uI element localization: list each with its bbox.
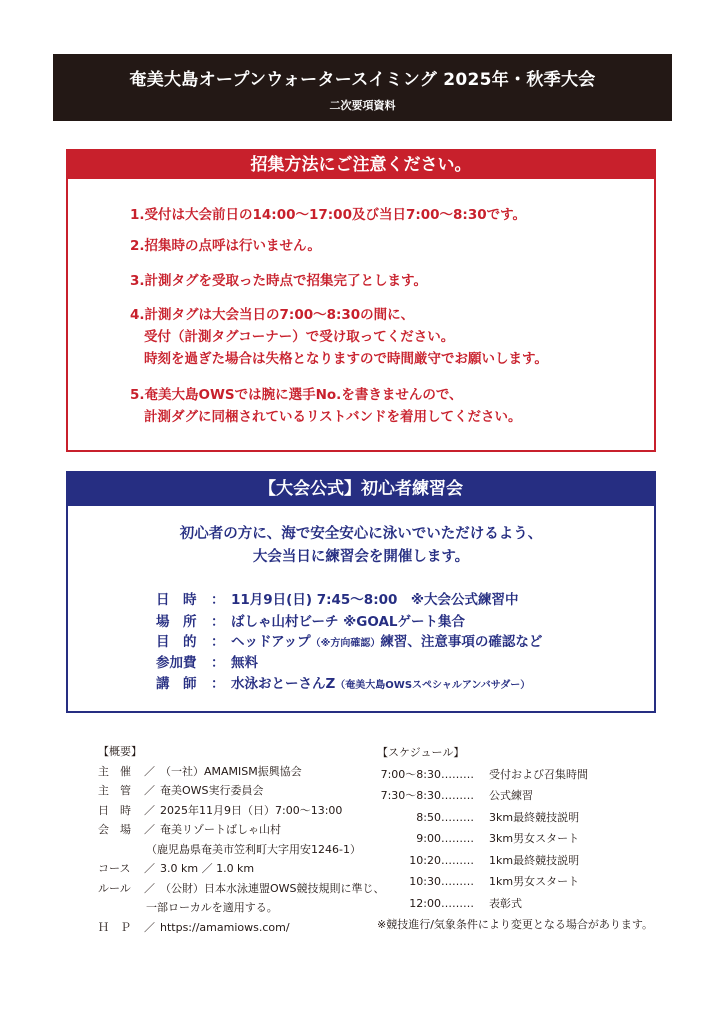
practice-row-place	[156, 612, 465, 632]
row-label: 参加費	[156, 655, 197, 671]
summary-row: 一部ローカルを適用する。	[146, 901, 278, 914]
practice-title: 【大会公式】初心者練習会	[68, 473, 654, 506]
practice-row-datetime	[156, 590, 519, 610]
notice-item-4	[130, 304, 548, 370]
schedule-section	[377, 742, 653, 936]
notice-item-text: 3.計測タグを受取った時点で招集完了とします。	[130, 273, 427, 289]
notice-item-5	[130, 384, 521, 428]
row-sep: ：	[211, 614, 225, 630]
practice-lead	[68, 523, 654, 569]
row-label: 日 時	[156, 592, 197, 608]
notice-box	[66, 149, 656, 452]
schedule-item: 8:50……… 3km最終競技説明	[416, 810, 580, 824]
schedule-item: 7:30～8:30……… 公式練習	[380, 789, 533, 802]
row-value: 練習、注意事項の確認など	[380, 634, 543, 650]
homepage-link[interactable]: https://amamiows.com/	[160, 920, 290, 934]
row-label: 場 所	[156, 614, 197, 630]
row-sep: ：	[211, 592, 225, 608]
summary-row-homepage[interactable]: Ｈ Ｐ ／ https://amamiows.com/	[98, 920, 290, 934]
notice-item-text: 4.計測タグは大会当日の7:00～8:30の間に、	[130, 307, 415, 323]
schedule-item: 9:00……… 3km男女スタート	[416, 832, 580, 845]
row-value: ヘッドアップ	[231, 634, 311, 650]
row-label: 講 師	[156, 676, 197, 692]
notice-item-1	[130, 204, 526, 226]
practice-lead-line: 大会当日に練習会を開催します。	[252, 549, 470, 565]
row-value: ばしゃ山村ビーチ ※GOALゲート集合	[231, 614, 466, 630]
summary-row: 主 管 ／ 奄美OWS実行委員会	[98, 784, 264, 797]
schedule-item: 12:00……… 表彰式	[409, 896, 522, 910]
row-label: 目 的	[156, 634, 197, 650]
summary-heading: 【概要】	[98, 745, 142, 758]
notice-item-text: 計測ダグに同梱されているリストバンドを着用してください。	[144, 409, 522, 425]
row-note: （奄美大島OWSスペシャルアンバサダー）	[335, 680, 531, 691]
row-value: 無料	[231, 655, 258, 671]
practice-lead-line: 初心者の方に、海で安全安心に泳いでいただけるよう、	[179, 526, 543, 542]
summary-row: 会 場 ／ 奄美リゾートばしゃ山村	[98, 823, 281, 836]
practice-box	[66, 471, 656, 713]
summary-row: ルール ／ （公財）日本水泳連盟OWS競技規則に準じ、	[98, 881, 385, 895]
notice-item-text: 1.受付は大会前日の14:00～17:00及び当日7:00～8:30です。	[130, 207, 527, 223]
row-value: 水泳おとーさんZ	[231, 676, 336, 692]
row-sep: ：	[211, 676, 225, 692]
summary-row: 日 時 ／ 2025年11月9日（日）7:00～13:00	[98, 803, 343, 817]
practice-row-fee	[156, 653, 258, 673]
summary-section	[98, 742, 385, 937]
notice-item-2	[130, 235, 321, 257]
schedule-item: 7:00～8:30……… 受付および召集時間	[380, 767, 588, 781]
schedule-note: ※競技進行/気象条件により変更となる場合があります。	[377, 918, 654, 931]
notice-item-text: 5.奄美大島OWSでは腕に選手No.を書きませんので、	[130, 387, 463, 403]
practice-row-instructor	[156, 674, 530, 696]
summary-row: 主 催 ／ （一社）AMAMISM振興協会	[98, 764, 302, 778]
notice-item-3	[130, 270, 427, 292]
practice-row-purpose	[156, 632, 542, 654]
header-banner	[53, 54, 672, 121]
summary-row: （鹿児島県奄美市笠利町大字用安1246-1）	[146, 842, 361, 856]
summary-row: コース ／ 3.0 km ／ 1.0 km	[98, 862, 255, 875]
schedule-item: 10:20……… 1km最終競技説明	[409, 853, 580, 867]
event-title: 奄美大島オープンウォータースイミング 2025年・秋季大会	[129, 70, 596, 90]
notice-item-text: 受付（計測タグコーナー）で受け取ってください。	[144, 329, 455, 345]
notice-title: 招集方法にご注意ください。	[68, 151, 654, 179]
schedule-item: 10:30……… 1km男女スタート	[409, 875, 580, 888]
schedule-heading: 【スケジュール】	[377, 746, 465, 759]
notice-item-text: 2.招集時の点呼は行いません。	[130, 238, 321, 254]
row-value: 11月9日(日) 7:45～8:00 ※大会公式練習中	[231, 592, 519, 608]
notice-item-text: 時刻を過ぎた場合は失格となりますので時間厳守でお願いします。	[144, 351, 548, 367]
row-sep: ：	[211, 655, 225, 671]
row-note: （※方向確認）	[310, 638, 381, 649]
event-subtitle: 二次要項資料	[329, 99, 396, 112]
row-sep: ：	[211, 634, 225, 650]
